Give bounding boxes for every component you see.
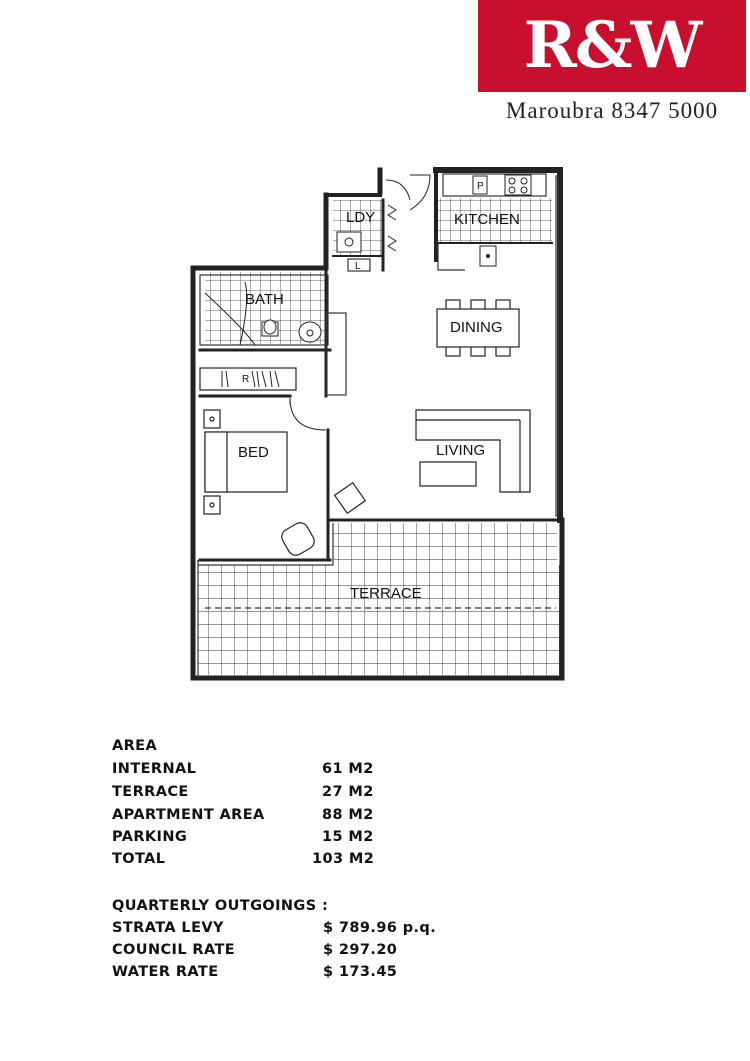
area-label: PARKING <box>112 829 188 845</box>
area-value: 61 M2 <box>322 761 374 777</box>
area-label: INTERNAL <box>112 761 197 777</box>
outgoings-label: WATER RATE <box>112 964 219 980</box>
area-label: TOTAL <box>112 851 166 867</box>
outgoings-value: $ 173.45 <box>323 964 398 980</box>
terrace-label: TERRACE <box>350 585 422 602</box>
living-label: LIVING <box>436 442 486 459</box>
area-value: 103 M2 <box>312 851 375 867</box>
bed-furniture <box>204 410 317 558</box>
area-label: APARTMENT AREA <box>112 807 265 823</box>
dining-label: DINING <box>450 319 503 336</box>
outgoings-label: STRATA LEVY <box>112 920 224 936</box>
laundry-label: LDY <box>346 209 376 226</box>
area-value: 88 M2 <box>322 807 374 823</box>
office-phone: Maroubra 8347 5000 <box>505 98 719 123</box>
terrace-floor-main <box>198 565 560 675</box>
bed-label: BED <box>238 444 269 461</box>
logo-text: R&W <box>523 8 701 83</box>
living-furniture <box>335 410 530 513</box>
outgoings-heading: QUARTERLY OUTGOINGS : <box>112 898 329 914</box>
outgoings-label: COUNCIL RATE <box>112 942 236 958</box>
kitchen-drain <box>486 254 490 258</box>
fridge-label: P <box>477 181 484 192</box>
outgoings-value: $ 297.20 <box>323 942 398 958</box>
laundry-tub <box>337 232 361 252</box>
linen-label: L <box>355 261 361 272</box>
area-heading: AREA <box>112 738 158 754</box>
robe-label: R <box>242 374 250 385</box>
area-label: TERRACE <box>112 784 189 800</box>
area-value: 27 M2 <box>322 784 374 800</box>
terrace-floor <box>333 523 557 565</box>
kitchen-label: KITCHEN <box>454 211 520 228</box>
outgoings-value: $ 789.96 p.q. <box>323 920 437 936</box>
area-value: 15 M2 <box>322 829 374 845</box>
bath-label: BATH <box>245 291 284 308</box>
